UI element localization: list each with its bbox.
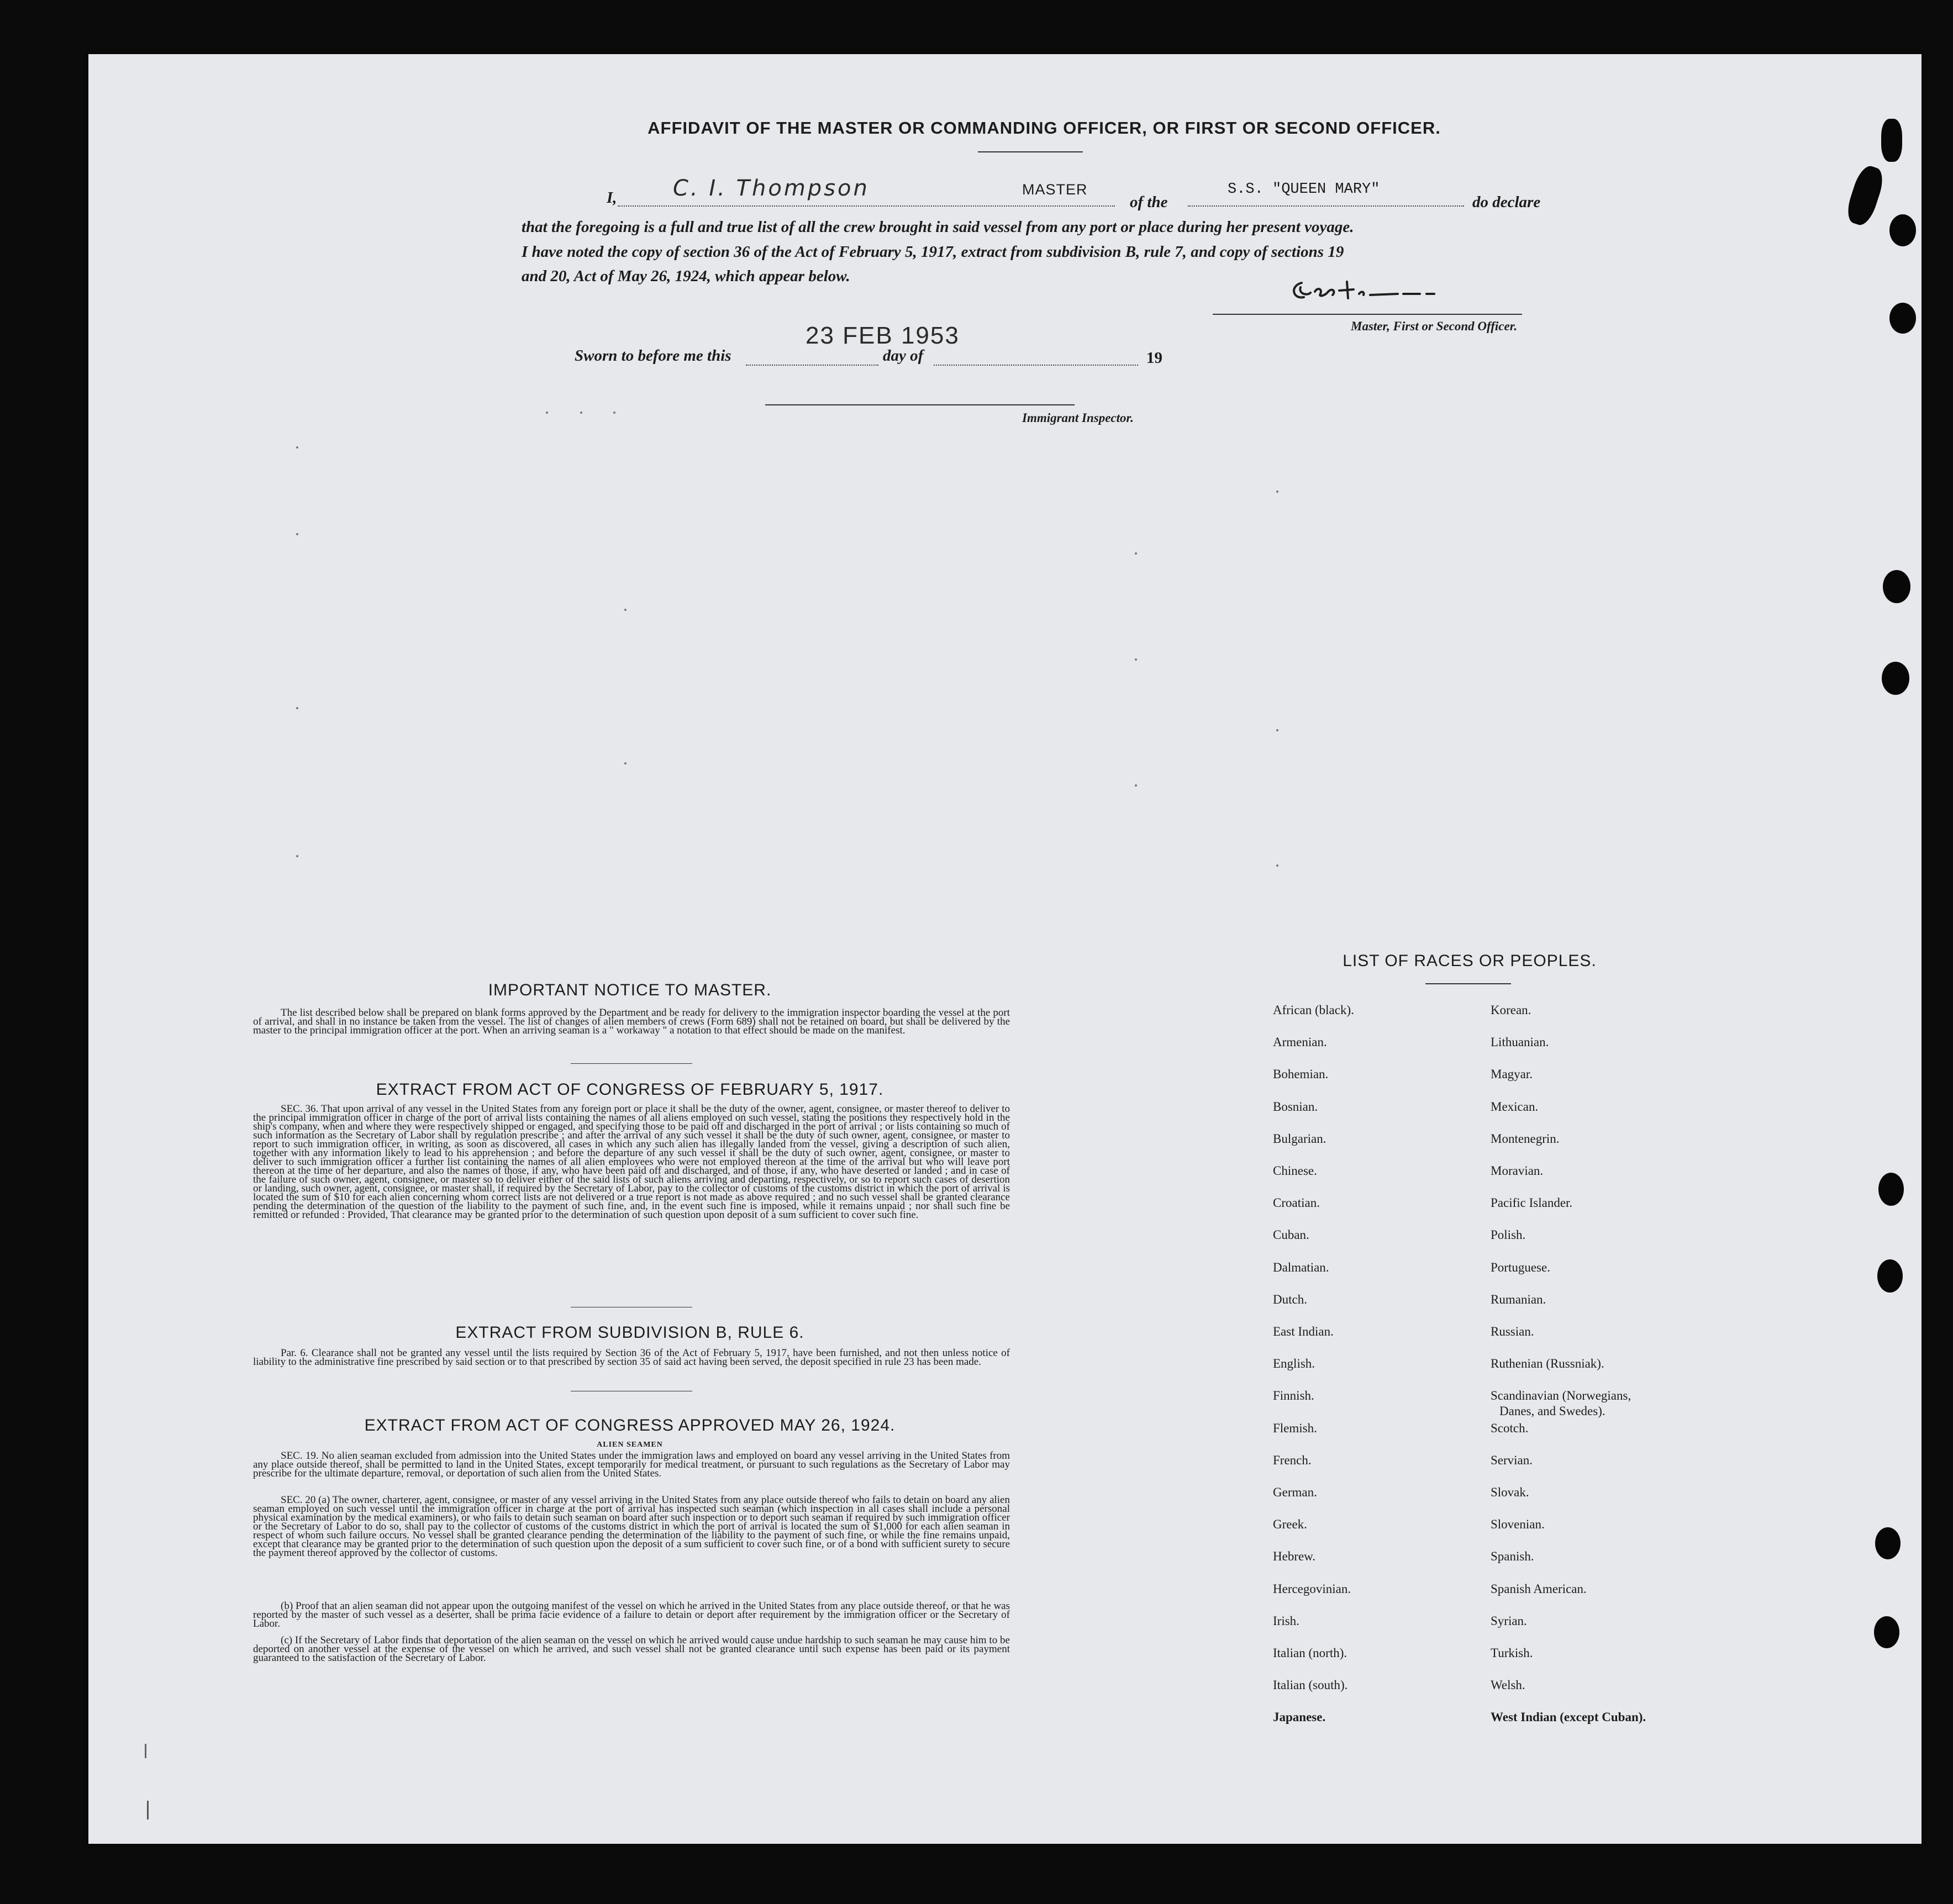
sec-20c-text: (c) If the Secretary of Labor finds that deportation of the alien seaman on the vessel on which he arrived would cause undue hardship to such seaman he may cause him to be deported on another vessel at the expense of the vessel on which he arrived, and such vessel shall not be granted clearance until such expense has been paid or its payment guaranteed to the satisfaction of the Secretary of Labor.: [253, 1634, 1010, 1664]
form-sheet: [88, 54, 1922, 1844]
affidavit-line-3: I have noted the copy of section 36 of the Act of February 5, 1917, extract from subdivision B, rule 7, and copy of sections 19: [522, 243, 1344, 261]
subdivision-heading: EXTRACT FROM SUBDIVISION B, RULE 6.: [455, 1323, 804, 1342]
race-item: Croatian.: [1273, 1196, 1320, 1210]
sec-20b-text: (b) Proof that an alien seaman did not appear upon the outgoing manifest of the vessel on which he arrived in the United States from any place outside thereof, or that he was reported by the master of such vessel as a deserter, shall be prima facie evidence of a failure to detain or deport after requirement by the immigration officer or the Secretary of Labor.: [253, 1600, 1010, 1629]
inspector-line: [765, 404, 1075, 405]
race-item: Finnish.: [1273, 1389, 1314, 1403]
race-item: Armenian.: [1273, 1035, 1327, 1049]
races-heading: LIST OF RACES OR PEOPLES.: [1343, 952, 1597, 970]
race-item: Ruthenian (Russniak).: [1491, 1357, 1604, 1371]
affidavit-line-4: and 20, Act of May 26, 1924, which appear below.: [522, 267, 850, 285]
race-item: Scandinavian (Norwegians,: [1491, 1389, 1631, 1403]
race-item: Mexican.: [1491, 1099, 1539, 1114]
race-item: Slovenian.: [1491, 1517, 1545, 1532]
scan-speck: [624, 609, 627, 611]
race-item: Polish.: [1491, 1228, 1526, 1242]
binder-hole: [1878, 1173, 1904, 1206]
heading-divider: [978, 151, 1083, 152]
race-item: Japanese.: [1273, 1710, 1326, 1724]
scan-speck: [1135, 784, 1137, 787]
notice-heading: IMPORTANT NOTICE TO MASTER.: [488, 981, 772, 999]
scan-speck: [546, 412, 548, 414]
extract-1917-text: SEC. 36. That upon arrival of any vessel in the United States from any foreign port or place it shall be the duty of the owner, agent, consignee, or master thereof to deliver to the principal immigration officer in charge of the port of arrival lists containing the names of all aliens employed on such vessel, stating the positions they respectively hold in the ship's company, when and where they were respectively shipped or engaged, and specifying those to be paid off and discharged in the port of arrival ; or lists containing so much of such information as the Secretary of Labor shall by regulation prescribe ; and after the arrival of any such vessel it shall be the duty of such owner, agent, consignee, or master to report to such immigration officer, in writing, as soon as discovered, all cases in which any such alien has illegally landed from the vessel, giving a description of such alien, together with any information likely to lead to his apprehension ; and before the departure of any such vessel it shall be the duty of such owner, agent, consignee, or master to deliver to such immigration officer a further list containing the names of all alien employees who were not employed thereon at the time of the arrival but who will leave port thereon at the time of her departure, and also the names of those, if any, who have been paid off and discharged, and of those, if any, who have deserted or landed ; and in case of the failure of such owner, agent, consignee, or master so to deliver either of the said lists of such aliens arriving and departing, respectively, or so to report such cases of desertion or landing, such owner, agent, consignee, or master shall, if required by the Secretary of Labor, pay to the collector of customs of the customs district in which the port of arrival is located the sum of $10 for each alien concerning whom correct lists are not delivered or a true report is not made as above required ; and no such vessel shall be granted clearance pending the determination of the question of the liability to the payment of such fine, and, in the event such fine is imposed, while it remains unpaid ; nor shall such fine be remitted or refunded : Provided, That clearance may be granted prior to the determination of such question upon deposit of a sum sufficient to cover such fine.: [253, 1103, 1010, 1221]
subdivision-text: Par. 6. Clearance shall not be granted any vessel until the lists required by Section 36 of the Act of February 5, 1917, have been furnished, and not then unless notice of liability to the administrative fine prescribed by said section or to that prescribed by section 35 of said act having been served, the deposit specified in rule 23 has been made.: [253, 1347, 1010, 1368]
race-item: Korean.: [1491, 1003, 1531, 1017]
race-item: Pacific Islander.: [1491, 1196, 1573, 1210]
binder-hole: [1881, 119, 1902, 162]
extract-1924-heading: EXTRACT FROM ACT OF CONGRESS APPROVED MAY 26, 1924.: [364, 1416, 896, 1434]
sworn-month-line: [934, 365, 1138, 366]
scan-speck: [624, 762, 627, 764]
scan-speck: [1276, 729, 1278, 731]
vessel-line: [1188, 205, 1464, 207]
race-item-continuation: Danes, and Swedes).: [1499, 1404, 1605, 1418]
race-item: Moravian.: [1491, 1164, 1544, 1178]
race-item: German.: [1273, 1485, 1317, 1499]
master-signature: [1282, 275, 1481, 309]
scan-speck: [1135, 552, 1137, 555]
race-item: English.: [1273, 1357, 1315, 1371]
race-item: Dutch.: [1273, 1292, 1307, 1306]
binder-hole: [1875, 1527, 1901, 1559]
year-prefix: 19: [1146, 349, 1162, 367]
section-divider: [571, 1063, 692, 1064]
race-item: Bosnian.: [1273, 1099, 1318, 1114]
race-item: Chinese.: [1273, 1164, 1317, 1178]
race-item: Spanish.: [1491, 1549, 1534, 1564]
signature-line: [1213, 314, 1522, 315]
scan-speck: [613, 412, 615, 414]
scan-speck: [1135, 658, 1137, 661]
race-item: Hebrew.: [1273, 1549, 1316, 1564]
race-item: Greek.: [1273, 1517, 1307, 1532]
race-item: Welsh.: [1491, 1678, 1525, 1692]
binder-hole: [1882, 662, 1909, 695]
affidavit-heading: AFFIDAVIT OF THE MASTER OR COMMANDING OFFICER, OR FIRST OR SECOND OFFICER.: [648, 118, 1441, 138]
race-item: Turkish.: [1491, 1646, 1533, 1660]
binder-hole: [1883, 570, 1910, 603]
race-item: Russian.: [1491, 1325, 1534, 1338]
race-item: Rumanian.: [1491, 1292, 1546, 1306]
binder-hole: [1874, 1616, 1899, 1648]
race-item: Irish.: [1273, 1613, 1299, 1628]
race-item: Italian (south).: [1273, 1678, 1348, 1692]
race-item: Portuguese.: [1491, 1260, 1550, 1274]
notice-text: The list described below shall be prepared on blank forms approved by the Department and be ready for delivery to the immigration inspector boarding the vessel at the port of arrival, and shall in no instance be taken from the vessel. The list of changes of alien members of crews (Form 689) shall not be retained on board, but shall be delivered by the master to the principal immigration officer at the port. When an arriving seaman is a " workaway " a notation to that effect should be made on the manifest.: [253, 1007, 1010, 1036]
scan-speck: [296, 707, 298, 709]
signature-caption: Master, First or Second Officer.: [1351, 319, 1518, 333]
races-divider: [1425, 983, 1511, 984]
race-item: Bohemian.: [1273, 1067, 1329, 1082]
affidavit-i-label: I,: [607, 189, 617, 207]
race-item: Servian.: [1491, 1453, 1533, 1467]
race-item: Syrian.: [1491, 1613, 1527, 1628]
affidavit-line-2: that the foregoing is a full and true list of all the crew brought in said vessel from any port or place during her present voyage.: [522, 218, 1354, 236]
do-declare-label: do declare: [1472, 193, 1541, 211]
sworn-day-line: [746, 365, 878, 366]
scan-speck: [296, 446, 298, 449]
edge-mark: [145, 1744, 146, 1758]
master-name-line: [618, 205, 1115, 207]
race-item: Bulgarian.: [1273, 1131, 1326, 1146]
race-item: Hercegovinian.: [1273, 1581, 1351, 1596]
race-item: Italian (north).: [1273, 1646, 1347, 1660]
binder-hole: [1877, 1259, 1903, 1293]
of-the-label: of the: [1130, 193, 1168, 211]
race-item: Montenegrin.: [1491, 1131, 1560, 1146]
scan-speck: [296, 533, 298, 535]
binder-hole: [1889, 214, 1916, 246]
scan-speck: [296, 855, 298, 857]
binder-hole: [1889, 303, 1916, 334]
race-item: Spanish American.: [1491, 1581, 1587, 1596]
edge-mark: [147, 1801, 149, 1819]
inspector-caption: Immigrant Inspector.: [1022, 411, 1134, 425]
sworn-date-stamp: 23 FEB 1953: [806, 322, 960, 349]
sec-20a-text: SEC. 20 (a) The owner, charterer, agent, consignee, or master of any vessel arriving in the United States from any place outside thereof who fails to detain on board any alien seaman employed on such vessel until the immigration officer in charge at the port of arrival has inspected such seaman (which inspection in all cases shall include a personal physical examination by the medical examiners), or who fails to detain such seaman on board after such inspection or to deport such seaman if required by such immigration officer or the Secretary of Labor to do so, shall pay to the collector of customs of the customs district in which the port of arrival is located the sum of $1,000 for each alien seaman in respect of whom such failure occurs. No vessel shall be granted clearance pending the determination of the liability to the payment of such fine, or while the fine remains unpaid, except that clearance may be granted prior to the determination of such question upon the deposit of a sum sufficient to cover such fine, or of a bond with sufficient surety to secure the payment thereof approved by the collector of customs.: [253, 1494, 1010, 1559]
day-of-label: day of: [883, 347, 924, 365]
race-item: African (black).: [1273, 1003, 1354, 1017]
race-item: Scotch.: [1491, 1421, 1529, 1435]
sec-19-text: SEC. 19. No alien seaman excluded from admission into the United States under the immigration laws and employed on board any vessel arriving in the United States from any place outside thereof, shall be permitted to land in the United States, except temporarily for medical treatment, or pursuant to such regulations as the Secretary of Labor may prescribe for the ultimate departure, removal, or deportation of such alien from the United States.: [253, 1450, 1010, 1479]
sworn-prefix: Sworn to before me this: [575, 347, 731, 365]
race-item: West Indian (except Cuban).: [1491, 1710, 1646, 1724]
race-item: East Indian.: [1273, 1325, 1334, 1338]
race-item: French.: [1273, 1453, 1312, 1467]
scan-speck: [580, 412, 582, 414]
extract-1917-heading: EXTRACT FROM ACT OF CONGRESS OF FEBRUARY 5, 1917.: [376, 1080, 884, 1099]
race-item: Lithuanian.: [1491, 1035, 1549, 1049]
race-item: Flemish.: [1273, 1421, 1317, 1435]
vessel-name: S.S. "QUEEN MARY": [1228, 181, 1380, 198]
race-item: Dalmatian.: [1273, 1260, 1329, 1274]
alien-seamen-subheading: ALIEN SEAMEN: [597, 1441, 663, 1449]
scan-speck: [1276, 864, 1278, 867]
scan-speck: [1276, 490, 1278, 493]
race-item: Cuban.: [1273, 1228, 1309, 1242]
race-item: Slovak.: [1491, 1485, 1529, 1499]
rank-text: MASTER: [1022, 181, 1088, 198]
race-item: Magyar.: [1491, 1067, 1533, 1082]
master-name-handwritten: C. I. Thompson: [673, 176, 870, 201]
